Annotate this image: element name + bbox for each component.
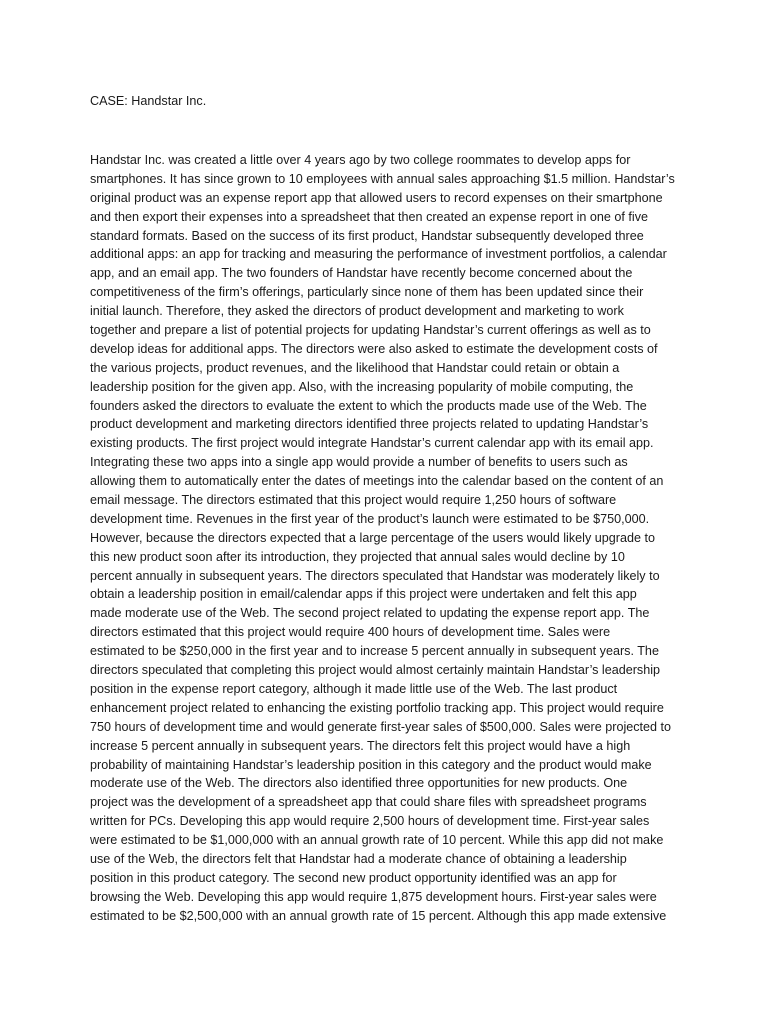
paragraph-line: app, and an email app. The two founders of Handstar have recently become concerned about the — [90, 266, 633, 281]
paragraph-line: directors estimated that this project would require 400 hours of development time. Sales were — [90, 625, 611, 640]
case-title: CASE: Handstar Inc. — [90, 94, 207, 108]
paragraph-line: written for PCs. Developing this app would require 2,500 hours of development time. First-year sales — [90, 814, 650, 829]
paragraph-line: obtain a leadership position in email/calendar apps if this project were undertaken and felt this app — [90, 587, 637, 602]
paragraph-line: Integrating these two apps into a single app would provide a number of benefits to users such as — [90, 455, 628, 470]
paragraph-line: estimated to be $2,500,000 with an annual growth rate of 15 percent. Although this app made extensive — [90, 908, 667, 923]
paragraph-line: 750 hours of development time and would generate first-year sales of $500,000. Sales were projected to — [90, 719, 672, 734]
paragraph-line: directors speculated that completing this project would almost certainly maintain Handstar’s leadership — [90, 663, 661, 678]
paragraph-line: allowing them to automatically enter the dates of meetings into the calendar based on the content of an — [90, 474, 664, 489]
paragraph-line: existing products. The first project would integrate Handstar’s current calendar app with its email app. — [90, 436, 654, 451]
paragraph-line: product development and marketing directors identified three projects related to updating Handstar’s — [90, 417, 649, 432]
paragraph-line: leadership position for the given app. Also, with the increasing popularity of mobile computing, the — [90, 379, 634, 394]
paragraph-line: project was the development of a spreadsheet app that could share files with spreadsheet programs — [90, 795, 647, 810]
paragraph-line: probability of maintaining Handstar’s leadership position in this category and the product would make — [90, 757, 652, 772]
paragraph-line: percent annually in subsequent years. The directors speculated that Handstar was moderately likely to — [90, 568, 660, 583]
paragraph-line: moderate use of the Web. The directors also identified three opportunities for new products. One — [90, 776, 628, 791]
paragraph-line: email message. The directors estimated that this project would require 1,250 hours of software — [90, 493, 617, 508]
paragraph-line: this new product soon after its introduction, they projected that annual sales would decline by 10 — [90, 549, 625, 564]
paragraph-line: position in the expense report category, although it made little use of the Web. The last product — [90, 681, 618, 696]
case-body-paragraph — [90, 151, 690, 926]
paragraph-line: founders asked the directors to evaluate the extent to which the products made use of the Web. The — [90, 398, 647, 413]
paragraph-line: use of the Web, the directors felt that Handstar had a moderate chance of obtaining a leadership — [90, 851, 627, 866]
paragraph-line: competitiveness of the firm’s offerings, particularly since none of them has been updated since their — [90, 285, 644, 300]
paragraph-line: browsing the Web. Developing this app would require 1,875 development hours. First-year sales were — [90, 889, 657, 904]
paragraph-line: and then export their expenses into a spreadsheet that then created an expense report in one of five — [90, 209, 648, 224]
paragraph-line: initial launch. Therefore, they asked the directors of product development and marketing to work — [90, 304, 624, 319]
paragraph-line: made moderate use of the Web. The second project related to updating the expense report app. The — [90, 606, 650, 621]
paragraph-line: were estimated to be $1,000,000 with an annual growth rate of 10 percent. While this app did not make — [90, 833, 664, 848]
paragraph-line: the various projects, product revenues, and the likelihood that Handstar could retain or obtain a — [90, 360, 620, 375]
paragraph-line: increase 5 percent annually in subsequent years. The directors felt this project would have a high — [90, 738, 631, 753]
paragraph-line: estimated to be $250,000 in the first year and to increase 5 percent annually in subsequent years. The — [90, 644, 659, 659]
paragraph-line: develop ideas for additional apps. The directors were also asked to estimate the development costs of — [90, 341, 658, 356]
paragraph-line: together and prepare a list of potential projects for updating Handstar’s current offerings as well as to — [90, 323, 651, 338]
paragraph-line: enhancement project related to enhancing the existing portfolio tracking app. This project would require — [90, 700, 664, 715]
paragraph-line: Handstar Inc. was created a little over 4 years ago by two college roommates to develop apps for — [90, 153, 631, 167]
paragraph-line: position in this product category. The second new product opportunity identified was an app for — [90, 870, 617, 885]
paragraph-line: smartphones. It has since grown to 10 employees with annual sales approaching $1.5 million. Handstar’s — [90, 171, 675, 186]
paragraph-line: standard formats. Based on the success of its first product, Handstar subsequently developed three — [90, 228, 644, 243]
paragraph-line: additional apps: an app for tracking and measuring the performance of investment portfolios, a calendar — [90, 247, 667, 262]
paragraph-line: original product was an expense report app that allowed users to record expenses on their smartphone — [90, 190, 663, 205]
paragraph-line: However, because the directors expected that a large percentage of the users would likely upgrade to — [90, 530, 655, 545]
paragraph-line: development time. Revenues in the first year of the product’s launch were estimated to be $750,000. — [90, 511, 650, 526]
